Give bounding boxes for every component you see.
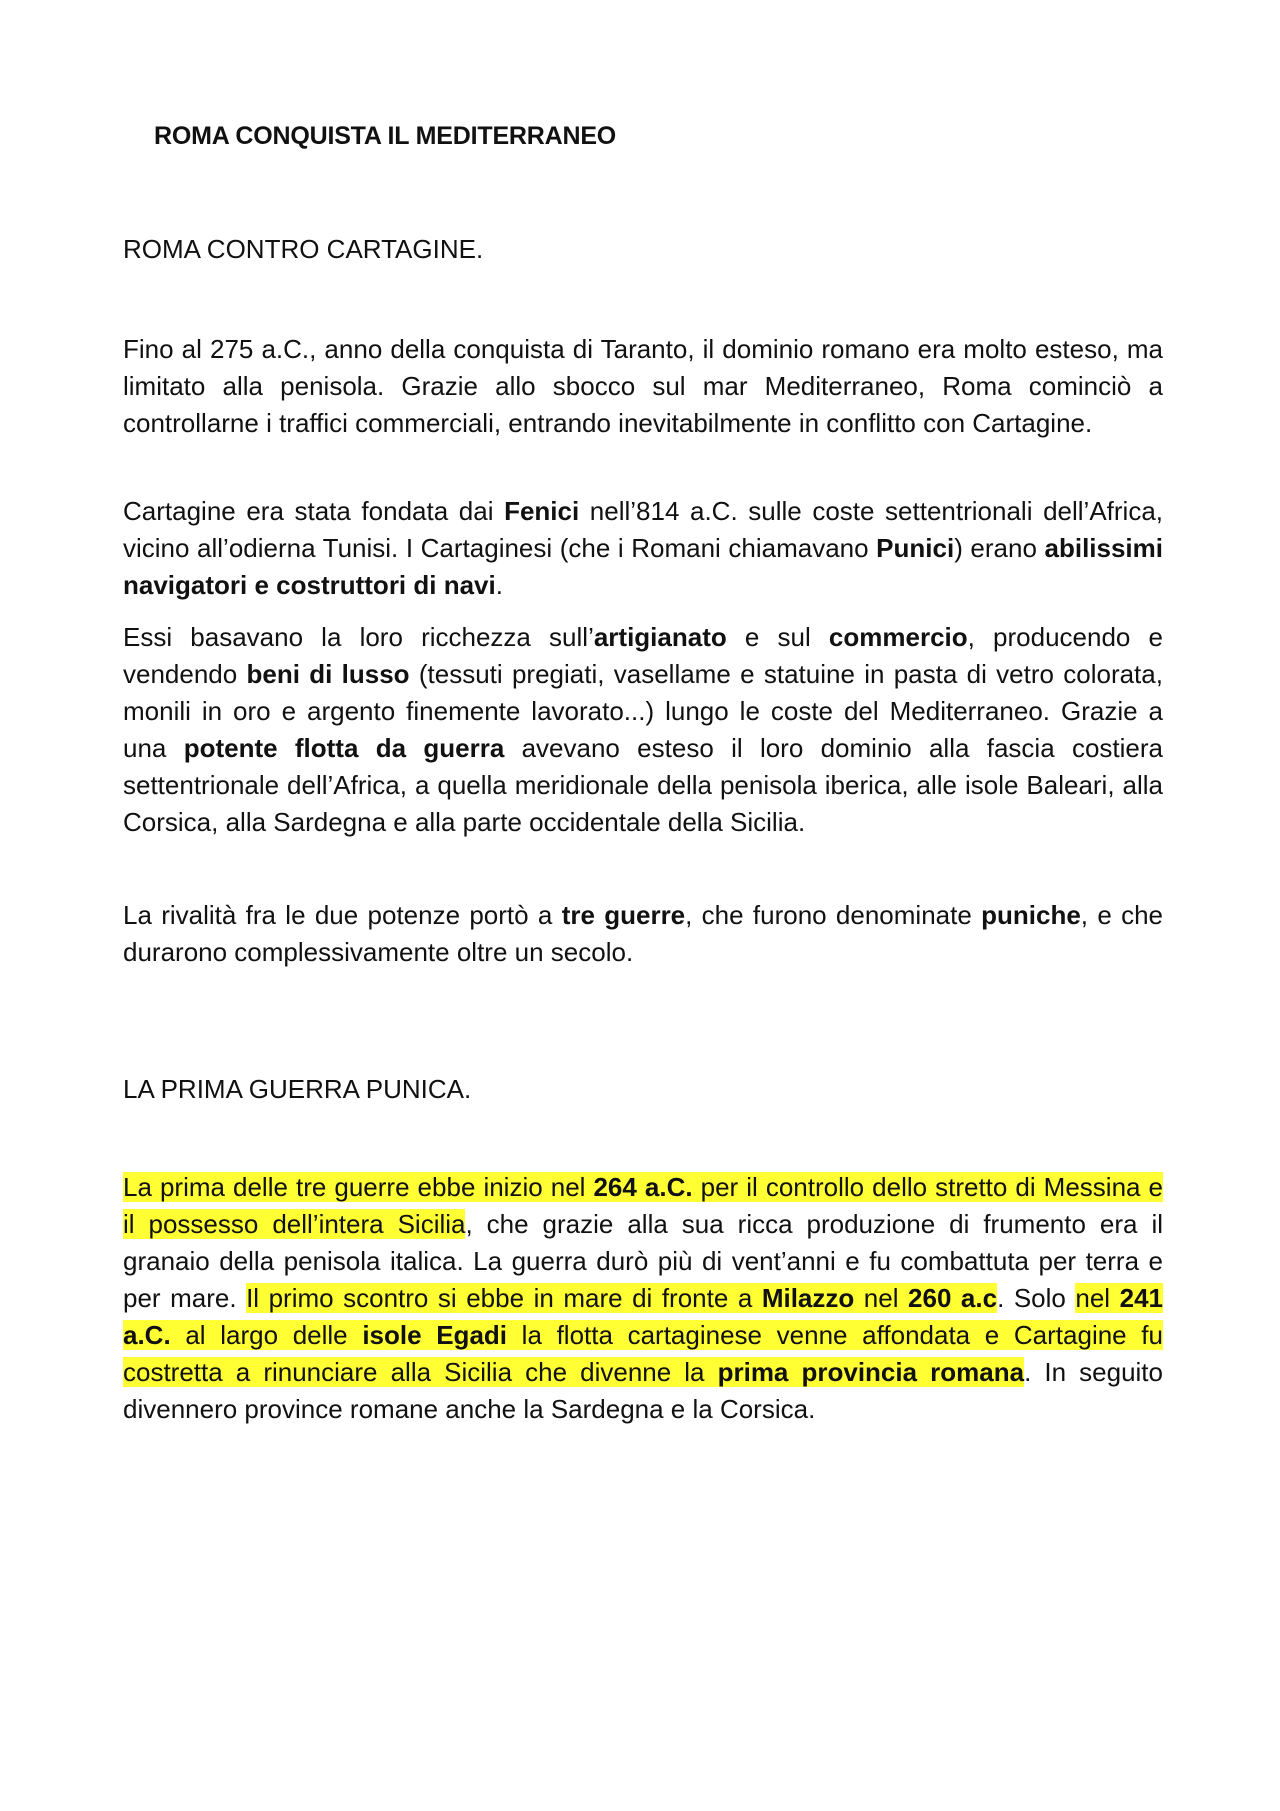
document-title: ROMA CONQUISTA IL MEDITERRANEO xyxy=(154,122,617,150)
highlighted-text: Il primo scontro si ebbe in mare di fronte a xyxy=(246,1283,762,1313)
text-run: , che grazie alla sua ricca produzione di frumento era il granaio della penisola italica. La guerra durò più di vent’anni e fu combattuta per terra e per mare. xyxy=(123,1209,1163,1313)
highlighted-text: 241 a.C. xyxy=(123,1283,1163,1350)
text-run: , che furono denominate xyxy=(685,900,982,930)
highlighted-text: nel xyxy=(1075,1283,1120,1313)
paragraph-cartagine-wealth xyxy=(123,619,1163,841)
text-run: Essi basavano la loro ricchezza sull’ xyxy=(123,622,594,652)
bold-text: tre guerre xyxy=(561,900,686,930)
highlighted-text: per il controllo dello stretto di Messina e il possesso dell’intera Sicilia xyxy=(123,1172,1163,1239)
text-run: . In seguito divennero province romane anche la Sardegna e la Corsica. xyxy=(123,1357,1163,1424)
bold-text: potente flotta da guerra xyxy=(183,733,505,763)
text-run: . Solo xyxy=(997,1283,1076,1313)
highlighted-text: prima provincia romana xyxy=(717,1357,1025,1387)
paragraph-first-punic-war xyxy=(123,1169,1163,1428)
highlighted-text: Milazzo xyxy=(761,1283,855,1313)
text-run: , producendo e vendendo xyxy=(123,622,1163,689)
bold-text: puniche xyxy=(981,900,1081,930)
highlighted-text: la flotta cartaginese venne affondata e Cartagine fu costretta a rinunciare alla Sicilia che divenne la xyxy=(123,1320,1163,1387)
section-heading-prima-guerra-punica: LA PRIMA GUERRA PUNICA. xyxy=(123,1074,472,1104)
text-run: . xyxy=(495,570,503,600)
text-run: La rivalità fra le due potenze portò a xyxy=(123,900,562,930)
paragraph-three-wars xyxy=(123,897,1163,971)
text-run: avevano esteso il loro dominio alla fascia costiera settentrionale dell’Africa, a quella meridionale della penisola iberica, alle isole Baleari, alla Corsica, alla Sardegna e alla parte occidentale della Sicilia. xyxy=(123,733,1163,837)
text-run: nell’814 a.C. sulle coste settentrionali dell’Africa, vicino all’odierna Tunisi. I Cartaginesi (che i Romani chiamavano xyxy=(123,496,1163,563)
bold-text: commercio xyxy=(828,622,968,652)
highlighted-text: al largo delle xyxy=(170,1320,363,1350)
text-run: (tessuti pregiati, vasellame e statuine in pasta di vetro colorata, monili in oro e argento finemente lavorato...) lungo le coste del Mediterraneo. Grazie a una xyxy=(123,659,1163,763)
paragraph-taranto-conquest xyxy=(123,331,1163,442)
bold-text: artigianato xyxy=(593,622,727,652)
bold-text: abilissimi navigatori e costruttori di navi xyxy=(123,533,1163,600)
text-run: ) erano xyxy=(954,533,1045,563)
text-run: e sul xyxy=(726,622,829,652)
highlighted-text: La prima delle tre guerre ebbe inizio nel xyxy=(123,1172,594,1202)
paragraph-cartagine-foundation xyxy=(123,493,1163,604)
bold-text: beni di lusso xyxy=(246,659,410,689)
text-run: Cartagine era stata fondata dai xyxy=(123,496,505,526)
highlighted-text: 260 a.c xyxy=(908,1283,998,1313)
highlighted-text: 264 a.C. xyxy=(593,1172,693,1202)
highlighted-text: isole Egadi xyxy=(362,1320,508,1350)
section-heading-roma-contro-cartagine: ROMA CONTRO CARTAGINE. xyxy=(123,234,484,264)
highlighted-text: nel xyxy=(854,1283,909,1313)
bold-text: Fenici xyxy=(504,496,580,526)
text-run: Fino al 275 a.C., anno della conquista di Taranto, il dominio romano era molto esteso, ma limitato alla penisola. Grazie allo sbocco sul mar Mediterraneo, Roma cominciò a controllarne i traffici commerciali, entrando inevitabilmente in conflitto con Cartagine. xyxy=(123,334,1163,438)
text-run: , e che durarono complessivamente oltre un secolo. xyxy=(123,900,1164,967)
bold-text: Punici xyxy=(876,533,955,563)
